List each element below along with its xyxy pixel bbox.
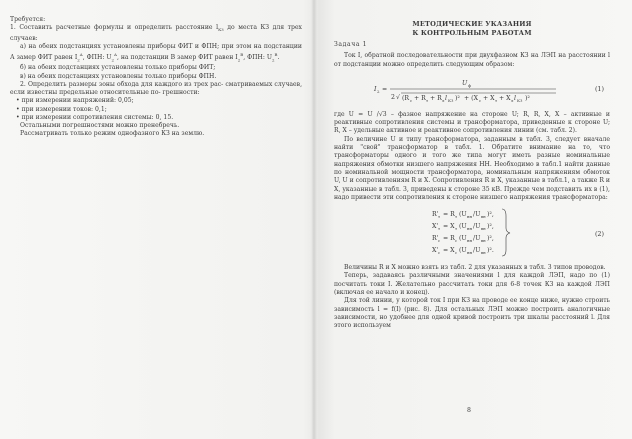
note-2: Рассматривать только режим однофазного КЗ на землю. xyxy=(20,130,205,138)
svg-text:с: с xyxy=(410,97,413,103)
svg-text:)²,: )², xyxy=(487,235,494,243)
svg-text:т: т xyxy=(455,214,458,220)
svg-text:R': R' xyxy=(432,235,439,243)
svg-text:(U: (U xyxy=(459,211,467,219)
svg-text:l: l xyxy=(514,94,516,102)
svg-text:л: л xyxy=(511,97,514,103)
paragraph-2: где U = U /√3 – фазное напряжение на стороне U; R, R, X, X – активные и реактивные сопротивления системы и трансформатора, приведенные к стороне U; R, X – удельные активное и реактивное сопротивления линии (см. табл. 2). xyxy=(334,110,610,135)
error-list xyxy=(10,97,302,122)
svg-text:+ R: + R xyxy=(430,94,442,102)
svg-text:= R: = R xyxy=(443,235,455,243)
svg-text:U: U xyxy=(462,79,468,87)
list-item: • при измерении напряжений: 0,05; xyxy=(16,97,302,105)
svg-text:+ (X: + (X xyxy=(464,94,478,102)
formula-2-graphic xyxy=(334,206,610,260)
paragraph-5: Теперь, задаваясь различными значениями l для каждой ЛЭП, надо по (1) посчитать токи I. Желательно рассчитать токи для 6-8 точек КЗ на каждой ЛЭП (включая ее начало и конец). xyxy=(334,272,610,297)
left-page xyxy=(10,16,302,138)
svg-text:)²: )² xyxy=(455,94,460,102)
svg-text:/U: /U xyxy=(473,247,481,255)
formula-2 xyxy=(334,206,610,260)
svg-text:т: т xyxy=(495,97,498,103)
svg-text:вн: вн xyxy=(481,250,486,256)
svg-text:2: 2 xyxy=(377,88,380,94)
svg-text:вн: вн xyxy=(481,214,486,220)
svg-text:т: т xyxy=(426,97,429,103)
formula-1 xyxy=(334,73,610,107)
paragraph-4: Величины R и X можно взять из табл. 2 для указанных в табл. 3 типов проводов. xyxy=(344,264,606,272)
right-page xyxy=(334,20,610,331)
svg-text:)²,: )², xyxy=(487,223,494,231)
req-1b: б) на обеих подстанциях установлены только приборы ФИТ; xyxy=(20,64,216,72)
svg-text:)²: )² xyxy=(525,94,530,102)
svg-text:с: с xyxy=(455,238,458,244)
svg-text:с: с xyxy=(479,97,482,103)
paragraph-1: Ток I, обратной последовательности при двухфазном КЗ на ЛЭП на расстоянии l от подстанции можно определить следующим образом: xyxy=(334,52,610,68)
svg-text:l: l xyxy=(445,94,447,102)
svg-text:с: с xyxy=(455,250,458,256)
svg-text:с: с xyxy=(438,250,441,256)
svg-text:т: т xyxy=(455,226,458,232)
svg-text:= R: = R xyxy=(443,211,455,219)
svg-text:= X: = X xyxy=(443,247,455,255)
svg-text:т: т xyxy=(438,214,441,220)
svg-text:КЗ: КЗ xyxy=(448,97,454,103)
list-item: • при измерении токов: 0,1; xyxy=(16,106,302,114)
svg-text:)².: )². xyxy=(487,247,494,255)
svg-text:I: I xyxy=(374,85,377,93)
paragraph-3: По величине U и типу трансформатора, заданным в табл. 3, следует вначале найти "свой" трансформатор в табл. 1. Обратите внимание на то, что трансформаторы одного и того же типа могут иметь разные номинальные напряжения обмотки низшего напряжения НН. Необходимо в табл.1 найти данные по номинальной мощности трансформатора, номинальным напряжениям обмоток U, U и сопротивлениям R и X. Сопротивления R и X, указанные в табл.1, а также R и X, указанные в табл. 3, приведены к стороне 35 кВ. Прежде чем подставить их в (1), надо привести эти сопротивления к стороне низшего напряжения трансформатора: xyxy=(334,135,610,201)
svg-text:= X: = X xyxy=(443,223,455,231)
svg-text:)²,: )², xyxy=(487,211,494,219)
svg-text:+ X: + X xyxy=(483,94,495,102)
paragraph-6: Для той линии, у которой ток I при КЗ на проводе ее конце ниже, нужно строить зависимость l = f(I) (рис. 8). Для остальных ЛЭП можно построить аналогичные зависимости, но удобнее для одной кривой построить три шкалы расстояний l. Для этого используем xyxy=(334,297,610,330)
equation-number: (1) xyxy=(594,84,604,93)
note-1: Остальными погрешностями можно пренебречь. xyxy=(20,121,180,129)
req-1c: в) на обеих подстанциях установлены только приборы ФПН. xyxy=(20,72,217,80)
svg-text:(U: (U xyxy=(459,223,467,231)
svg-text:+ R: + R xyxy=(414,94,426,102)
svg-text:X': X' xyxy=(432,223,439,231)
svg-text:т: т xyxy=(438,226,441,232)
svg-text:вн: вн xyxy=(481,238,486,244)
formula-1-graphic xyxy=(334,73,610,107)
svg-text:ф: ф xyxy=(468,82,472,88)
svg-text:(U: (U xyxy=(459,235,467,243)
list-item: • при измерении сопротивления системы: 0, 15. xyxy=(16,114,302,122)
svg-text:КЗ: КЗ xyxy=(517,97,523,103)
svg-text:X': X' xyxy=(432,247,439,255)
svg-text:(R: (R xyxy=(402,94,410,102)
req-2: 2. Определить размеры зоны обхода для каждого из трех рас- сматриваемых случаев, если известны предельные относительные по- грешности: xyxy=(10,80,303,97)
page-number: 8 xyxy=(467,407,471,414)
page-fold xyxy=(311,0,317,439)
svg-text:=: = xyxy=(382,85,388,93)
svg-text:√: √ xyxy=(396,93,400,101)
svg-text:R': R' xyxy=(432,211,439,219)
svg-text:с: с xyxy=(438,238,441,244)
svg-text:нн: нн xyxy=(467,238,473,244)
task-label: Задача 1 xyxy=(334,41,368,48)
svg-text:нн: нн xyxy=(467,214,473,220)
svg-text:(U: (U xyxy=(459,247,467,255)
req-1: 1. Составить расчетные формулы и определить расстояние $l_{КЗ}$ до места КЗ для трех случаев: xyxy=(10,24,303,42)
svg-text:2: 2 xyxy=(391,93,395,101)
svg-text:нн: нн xyxy=(467,226,473,232)
page-title: МЕТОДИЧЕСКИЕ УКАЗАНИЯ К КОНТРОЛЬНЫМ РАБОТАМ xyxy=(412,20,532,37)
svg-text:вн: вн xyxy=(481,226,486,232)
svg-text:+ X: + X xyxy=(499,94,511,102)
svg-text:нн: нн xyxy=(467,250,473,256)
req-1a: а) на обеих подстанциях установлены приборы ФИТ и ФПН; при этом на подстанции А замер ФИТ равен $I_2^A$, ФПН: $U_2^A$, на подстанции В замер ФИТ равен $I_2^B$, ФПН: $U_2^B$. xyxy=(10,42,303,63)
requirements-heading: Требуется: xyxy=(10,16,46,23)
svg-text:/U: /U xyxy=(473,211,481,219)
svg-text:/U: /U xyxy=(473,223,481,231)
equation-number: (2) xyxy=(594,230,604,239)
svg-text:/U: /U xyxy=(473,235,481,243)
svg-text:л: л xyxy=(442,97,445,103)
